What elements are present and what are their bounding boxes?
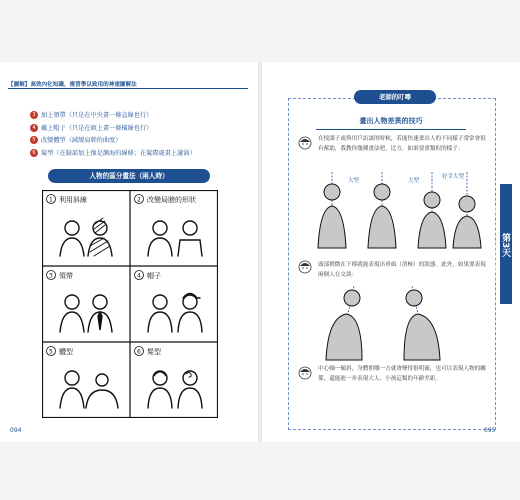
cell-label: 利用斜線 [59,196,87,204]
item-number-badge: 4 [30,124,38,132]
header-rule [8,88,248,89]
cell-number: 2 [137,196,141,204]
paragraph-gesture: 頭部稍微在下移就能表現出垂頭（消極）的狀態。此外，如果要表現兩個人在交談： [318,262,486,278]
item-text: 髮型（在臉部加上像是瀏海的線條；在髮際處畫上漩渦） [41,149,196,157]
tips-list [30,110,196,160]
page-number: 095 [484,427,496,434]
cell-label: 帽子 [147,272,161,280]
figure-talking-pair [318,282,478,362]
cell-number: 4 [137,272,141,280]
cell-label: 體型 [59,348,73,356]
annotation-label: 大型 [408,178,420,184]
chapter-tab-number: 第3天 [500,232,510,258]
cell-label: 髮型 [147,348,161,356]
tip-title: 老師的叮嚀 [354,90,436,104]
section-pill-title: 人物的區分畫法（兩人時） [48,169,210,183]
teacher-face-icon [298,366,312,380]
page-number: 094 [10,427,22,434]
chapter-tab-text: 畫出「人物」，而後會提醒自己 [492,207,498,283]
figures-grid [42,190,218,418]
cell-number: 1 [49,196,53,204]
paragraph-intro: 在授課子或與用戶訪談的時候，若能快速畫出人的不同樣子常常會很有幫助，我教你幾種畫法吧，比方，如果要畫類似的樣子： [318,136,486,152]
paragraph-axis: 中心軸一傾斜，身體朝哪一方就會變得很明確，也可以表現人物的關係，還能進一步表現大人、小孩這類的年齡差距。 [318,366,486,382]
annotation-label: 大型 [348,178,360,184]
cell-label: 改變局膀的形狀 [147,196,196,204]
left-page [0,62,258,442]
list-item [30,135,196,148]
list-item [30,148,196,161]
figure-similar-people [312,170,482,250]
right-page [262,62,520,442]
teacher-face-icon [298,136,312,150]
book-spread [0,62,520,442]
item-text: 改變體型（減緩肩幹的曲度） [41,137,122,144]
teacher-face-icon [298,260,312,274]
section-subtitle: 畫出人物差異的技巧 [316,116,466,130]
list-item [30,110,196,123]
item-number-badge: 6 [30,149,38,157]
cell-number: 6 [137,348,141,356]
cell-number: 5 [49,348,53,356]
item-number-badge: 3 [30,111,38,119]
item-text: 加上領帶（只是在中央畫一條直線也行） [41,112,153,119]
page-header: 【圖解】高效內化知識，複習學以致用的神速圖解法 [8,82,137,88]
list-item [30,123,196,136]
item-number-badge: 5 [30,136,38,144]
item-text: 戴上帽子（只是在頭上畫一條橫線也行） [41,124,153,132]
cell-number: 3 [49,272,53,280]
annotation-label: 好幸大型 [442,174,465,180]
cell-label: 領帶 [59,272,73,280]
chapter-tab [492,184,512,304]
